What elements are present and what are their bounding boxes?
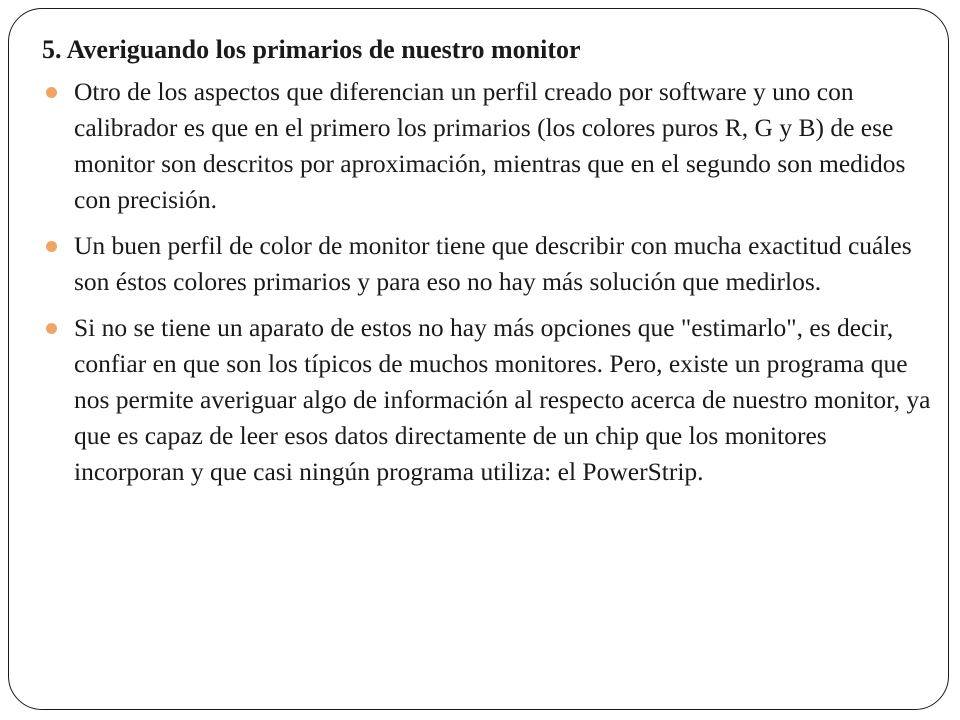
bullet-item (42, 228, 932, 300)
bullet-dot-icon (46, 323, 57, 334)
bullet-list (42, 74, 932, 490)
slide-content (42, 32, 932, 500)
bullet-item (42, 74, 932, 218)
bullet-text: Si no se tiene un aparato de estos no hay más opciones que "estimarlo", es decir, confiar en que son los típicos de muchos monitores. Pero, existe un programa que nos permite averiguar algo de información al respecto acerca de nuestro monitor, ya que es capaz de leer esos datos directamente de un chip que los monitores incorporan y que casi ningún programa utiliza: el PowerStrip. (74, 313, 931, 486)
bullet-text: Un buen perfil de color de monitor tiene que describir con mucha exactitud cuáles son éstos colores primarios y para eso no hay más solución que medirlos. (74, 231, 912, 296)
bullet-dot-icon (46, 87, 57, 98)
slide-heading: 5. Averiguando los primarios de nuestro monitor (42, 35, 581, 64)
bullet-dot-icon (46, 241, 57, 252)
bullet-item (42, 310, 932, 490)
bullet-text: Otro de los aspectos que diferencian un perfil creado por software y uno con calibrador es que en el primero los primarios (los colores puros R, G y B) de ese monitor son descritos por aproximación, mientras que en el segundo son medidos con precisión. (74, 77, 906, 214)
